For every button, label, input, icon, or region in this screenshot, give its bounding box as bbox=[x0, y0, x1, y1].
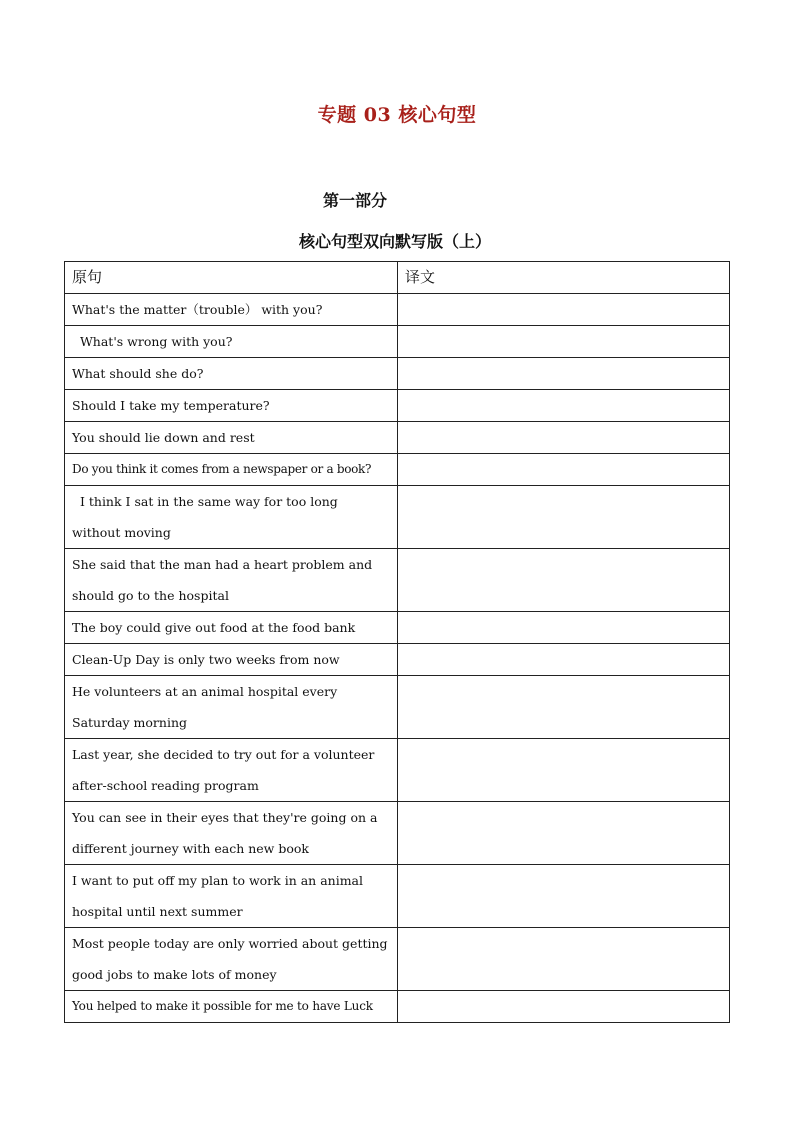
table-title: 核心句型双向默写版（上） bbox=[298, 232, 491, 251]
translation-cell bbox=[398, 486, 730, 549]
original-text: What should she do? bbox=[72, 366, 204, 381]
translation-cell bbox=[398, 644, 730, 676]
table-row bbox=[65, 549, 730, 612]
table-header-row bbox=[65, 262, 730, 294]
original-text: I want to put off my plan to work in an animal hospital until next summer bbox=[72, 873, 363, 919]
original-text: He volunteers at an animal hospital every Saturday morning bbox=[72, 684, 338, 730]
original-text: What's the matter（trouble） with you? bbox=[72, 302, 323, 317]
original-cell bbox=[65, 294, 398, 326]
translation-cell bbox=[398, 326, 730, 358]
header-original: 原句 bbox=[65, 262, 398, 294]
table-row bbox=[65, 612, 730, 644]
original-text: What's wrong with you? bbox=[72, 334, 233, 349]
translation-cell bbox=[398, 390, 730, 422]
translation-cell bbox=[398, 549, 730, 612]
original-cell bbox=[65, 454, 398, 486]
original-text: You should lie down and rest bbox=[72, 430, 255, 445]
original-cell bbox=[65, 549, 398, 612]
original-cell bbox=[65, 644, 398, 676]
original-text: You can see in their eyes that they're going on a different journey with each new book bbox=[72, 810, 378, 856]
original-cell bbox=[65, 422, 398, 454]
original-cell bbox=[65, 676, 398, 739]
original-cell bbox=[65, 991, 398, 1023]
table-row bbox=[65, 326, 730, 358]
translation-cell bbox=[398, 865, 730, 928]
table-row bbox=[65, 486, 730, 549]
table-row bbox=[65, 390, 730, 422]
table-row bbox=[65, 865, 730, 928]
sentence-table bbox=[64, 261, 730, 1023]
translation-cell bbox=[398, 676, 730, 739]
table-row bbox=[65, 644, 730, 676]
translation-cell bbox=[398, 739, 730, 802]
table-row bbox=[65, 294, 730, 326]
original-text: The boy could give out food at the food bank bbox=[72, 620, 356, 635]
original-text: She said that the man had a heart problem and should go to the hospital bbox=[72, 557, 373, 603]
original-cell bbox=[65, 326, 398, 358]
original-text: Should I take my temperature? bbox=[72, 398, 270, 413]
translation-cell bbox=[398, 294, 730, 326]
table-row bbox=[65, 991, 730, 1023]
original-cell bbox=[65, 865, 398, 928]
translation-cell bbox=[398, 454, 730, 486]
original-cell bbox=[65, 390, 398, 422]
table-row bbox=[65, 802, 730, 865]
table-row bbox=[65, 422, 730, 454]
original-cell bbox=[65, 358, 398, 390]
table-row bbox=[65, 739, 730, 802]
translation-cell bbox=[398, 991, 730, 1023]
table-row bbox=[65, 454, 730, 486]
original-text: Clean-Up Day is only two weeks from now bbox=[72, 652, 340, 667]
original-cell bbox=[65, 612, 398, 644]
table-row bbox=[65, 676, 730, 739]
translation-cell bbox=[398, 612, 730, 644]
translation-cell bbox=[398, 928, 730, 991]
original-text: Last year, she decided to try out for a volunteer after-school reading program bbox=[72, 747, 375, 793]
original-cell bbox=[65, 928, 398, 991]
original-text: I think I sat in the same way for too long without moving bbox=[72, 494, 342, 540]
original-text: Do you think it comes from a newspaper or a book? bbox=[72, 462, 372, 476]
original-text: Most people today are only worried about getting good jobs to make lots of money bbox=[72, 936, 388, 982]
page-title: 专题 03 核心句型 bbox=[317, 104, 477, 126]
translation-cell bbox=[398, 802, 730, 865]
translation-cell bbox=[398, 358, 730, 390]
section-title: 第一部分 bbox=[322, 191, 387, 210]
translation-cell bbox=[398, 422, 730, 454]
original-text: You helped to make it possible for me to have Luck bbox=[72, 999, 373, 1013]
original-cell bbox=[65, 739, 398, 802]
header-translation: 译文 bbox=[398, 262, 730, 294]
original-cell bbox=[65, 486, 398, 549]
original-cell bbox=[65, 802, 398, 865]
table-row bbox=[65, 358, 730, 390]
table-row bbox=[65, 928, 730, 991]
